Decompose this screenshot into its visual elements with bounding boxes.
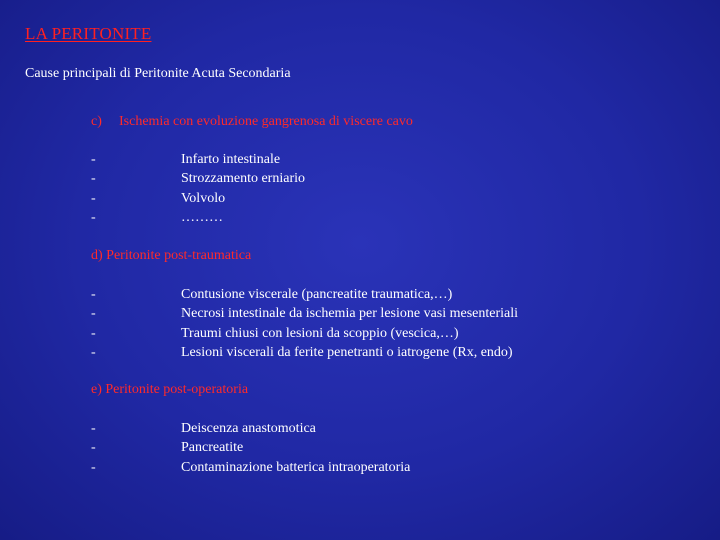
section-heading-d: d) Peritonite post-traumatica <box>91 248 252 263</box>
section-heading-e: e) Peritonite post-operatoria <box>91 382 249 397</box>
list-bullet: - <box>91 421 96 436</box>
list-bullet: - <box>91 440 96 456</box>
list-item: - Strozzamento erniario <box>91 169 305 188</box>
list-bullet: - <box>91 209 96 225</box>
list-item: - Contaminazione batterica intraoperatoria <box>91 458 410 477</box>
list-item: - Contusione viscerale (pancreatite traumatica,…) <box>91 285 518 304</box>
list-item: - ……… <box>91 208 305 227</box>
list-item: - Traumi chiusi con lesioni da scoppio (vescica,…) <box>91 324 518 343</box>
section-heading-c <box>91 114 413 130</box>
section-d-list <box>91 285 518 362</box>
section-e-list <box>91 419 410 477</box>
list-item: - Pancreatite <box>91 438 410 457</box>
list-bullet: - <box>91 171 96 187</box>
list-bullet: - <box>91 190 96 206</box>
section-marker-c: c) <box>91 114 102 129</box>
list-bullet: - <box>91 152 96 167</box>
list-bullet: - <box>91 325 96 341</box>
list-item: - Deiscenza anastomotica <box>91 419 410 438</box>
list-item: - Necrosi intestinale da ischemia per lesione vasi mesenteriali <box>91 304 518 323</box>
section-heading-c-text: Ischemia con evoluzione gangrenosa di viscere cavo <box>119 114 413 129</box>
list-bullet: - <box>91 344 96 360</box>
list-item: - Volvolo <box>91 189 305 208</box>
list-item: - Lesioni viscerali da ferite penetranti o iatrogene (Rx, endo) <box>91 343 518 362</box>
list-bullet: - <box>91 306 96 322</box>
list-bullet: - <box>91 459 96 475</box>
slide-subtitle: Cause principali di Peritonite Acuta Secondaria <box>25 66 291 81</box>
list-bullet: - <box>91 287 96 302</box>
section-c-list <box>91 150 305 227</box>
list-item: - Infarto intestinale <box>91 150 305 169</box>
slide-title: LA PERITONITE <box>25 24 152 43</box>
